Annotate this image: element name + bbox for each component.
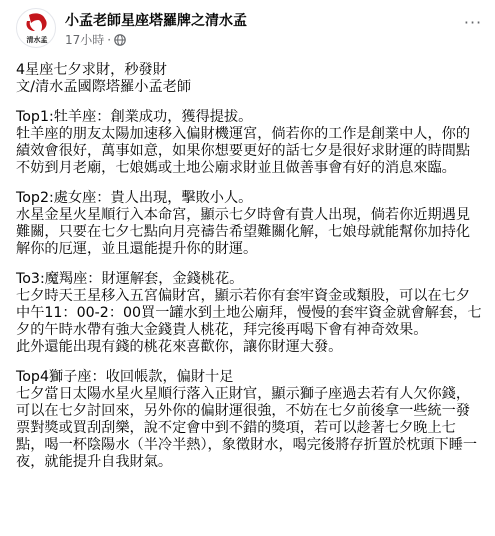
section-title-capricorn: To3:魔羯座：財運解套，金錢桃花。 <box>16 271 244 287</box>
section-title-aries: Top1:牡羊座：創業成功，獲得提拔。 <box>16 109 253 125</box>
post-headline: 4星座七夕求財，秒發財 <box>16 62 167 78</box>
meta-separator: · <box>107 32 112 47</box>
paragraph-gap <box>16 177 482 190</box>
more-options-button[interactable]: ··· <box>463 12 483 32</box>
section-body-capricorn: 七夕時天王星移入五宮偏財宮，顯示若你有套牢資金或類股，可以在七夕中午11：00-2：00買一罐水到土地公廟拜，慢慢的套牢資金就會解套，七夕的午時水帶有強大金錢貴人桃花，拜完後再喝下會有神奇效果。 此外還能出現有錢的桃花來喜歡你，讓你財運大發。 <box>16 288 482 355</box>
post-header <box>16 8 455 52</box>
logo-icon <box>17 9 56 48</box>
paragraph-gap <box>16 258 482 271</box>
section-body-virgo: 水星金星火星順行入本命宮，顯示七夕時會有貴人出現，倘若你近期遇見難關，只要在七夕七點向月亮禱告希望難關化解，七娘母就能幫你加持化解你的厄運，並且還能提升你的財運。 <box>16 207 471 257</box>
paragraph-gap <box>16 96 482 109</box>
section-body-leo: 七夕當日太陽水星火星順行落入正財官，顯示獅子座過去若有人欠你錢，可以在七夕討回來，另外你的偏財運很強，不妨在七夕前後拿一些統一發票對獎或買刮刮樂，說不定會中到不錯的獎項，若可以趁著七夕晚上七點，喝一杯陰陽水（半冷半熱），象徵財水，喝完後將存折置於枕頭下睡一夜，就能提升自我財氣。 <box>16 386 478 470</box>
post-text <box>16 62 482 471</box>
post-byline: 文/清水孟國際塔羅小孟老師 <box>16 79 192 95</box>
paragraph-gap <box>16 356 482 369</box>
page-name-link[interactable]: 小孟老師星座塔羅牌之清水孟 <box>65 13 247 29</box>
section-title-leo: Top4獅子座：收回帳款，偏財十足 <box>16 369 234 385</box>
post-timestamp[interactable]: 17小時 <box>65 33 105 47</box>
section-body-aries: 牡羊座的朋友太陽加速移入偏財機運宮，倘若你的工作是創業中人，你的績效會很好，萬事如意，如果你想要更好的話七夕是很好求財運的時間點不妨到月老廟，七娘媽或土地公廟求財並且做善事會有好的消息來臨。 <box>16 126 471 176</box>
page-avatar[interactable] <box>16 8 56 48</box>
post-meta <box>65 31 126 48</box>
svg-text:清水孟: 清水孟 <box>26 36 48 44</box>
globe-icon[interactable] <box>114 34 126 46</box>
section-title-virgo: Top2:處女座：貴人出現，擊敗小人。 <box>16 190 253 206</box>
